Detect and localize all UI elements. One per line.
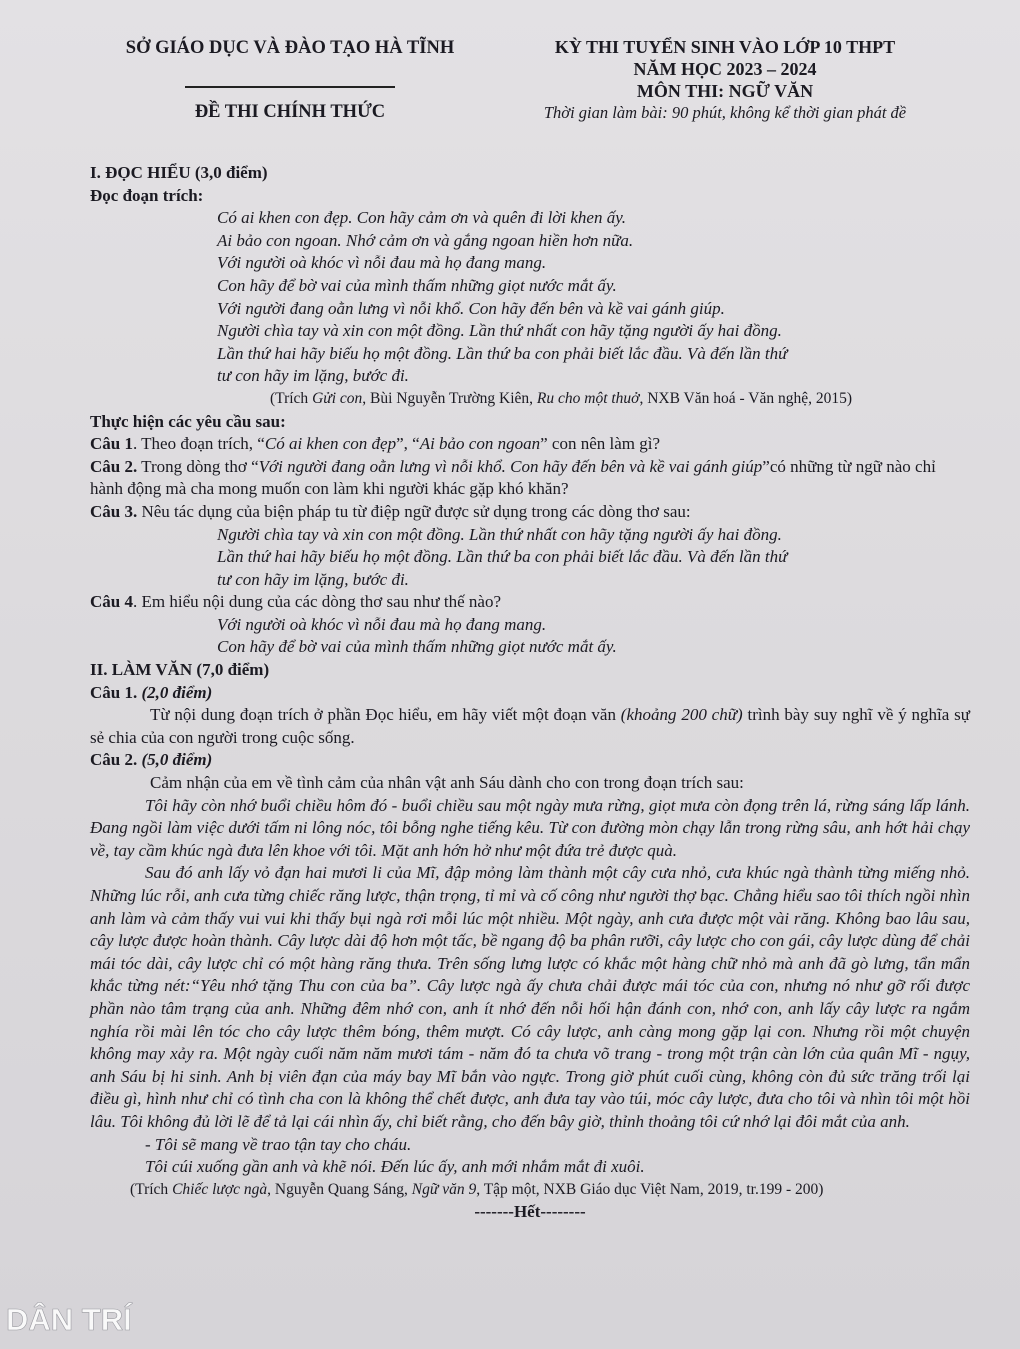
watermark-text: DÂN TRÍ — [6, 1302, 132, 1337]
essay-1-prompt — [90, 704, 970, 749]
excerpt-source — [90, 1179, 970, 1202]
question-text: Nêu tác dụng của biện pháp tu từ điệp ngữ được sử dụng trong các dòng thơ sau: — [137, 501, 691, 521]
source-text: (Trích — [130, 1180, 173, 1198]
question-4 — [90, 591, 970, 614]
quoted-line: tư con hãy im lặng, bước đi. — [217, 569, 409, 589]
question-text: . Theo đoạn trích, “ — [132, 434, 265, 454]
source-title: Gửi con — [312, 389, 363, 407]
excerpt-paragraph: Sau đó anh lấy vỏ đạn hai mươi li của Mĩ, đập mỏng làm thành một cây cưa nhỏ, cưa khúc ngà thành từng miếng nhỏ. Những lúc rỗi, anh cưa từng chiếc răng lược, thận trọng, tỉ mỉ và cố công như người thợ bạc. Chẳng hiểu sao tôi thích ngồi nhìn anh làm và cảm thấy vui vui khi thấy bụi ngà rơi mỗi lúc một nhiều. Một ngày, anh cưa được một vài răng. Không bao lâu sau, cây lược được hoàn thành. Cây lược dài độ hơn một tấc, bề ngang độ ba phân rưỡi, cây lược cho con gái, cây lược dùng để chải mái tóc dài, cây lược chỉ có một hàng răng thưa. Trên sống lưng lược có khắc một hàng chữ nhỏ mà anh đã gò lưng, tẩn mẩn khắc từng nét:“Yêu nhớ tặng Thu con của ba”. Cây lược ngà ấy chưa chải được mái tóc của con, nhưng nó như gỡ rối được phần nào tâm trạng của anh. Những đêm nhớ con, anh ít nhớ đến nỗi hối hận đánh con, nhớ con, anh lấy cây lược ra ngắm nghía rồi mài lên tóc cho cây lược thêm bóng, thêm mượt. Có cây lược, anh càng mong gặp lại con. Nhưng rồi một chuyện không may xảy ra. Một ngày cuối năm năm mươi tám - năm đó ta chưa võ trang - trong một trận càn lớn của quân Mĩ - ngụy, anh Sáu bị hi sinh. Anh bị viên đạn của máy bay Mĩ bắn vào ngực. Trong giờ phút cuối cùng, không còn đủ sức trăng trối lại điều gì, hình như chỉ có tình cha con là không thể chết được, anh đưa tay vào túi, móc cây lược, đưa cho tôi và nhìn tôi một hồi lâu. Tôi không đủ lời lẽ để tả lại cái nhìn ấy, chỉ biết rằng, cho đến bây giờ, thỉnh thoảng tôi cứ nhớ lại đôi mắt của anh. — [90, 863, 970, 1131]
header-divider — [185, 86, 395, 88]
read-label: Đọc đoạn trích: — [90, 185, 204, 205]
exam-body — [90, 162, 970, 1224]
source-title: Chiếc lược ngà — [172, 1180, 268, 1198]
poem-line: Lần thứ hai hãy biếu họ một đồng. Lần thứ ba con phải biết lắc đầu. Và đến lần thứ — [217, 343, 788, 363]
essay-2-heading — [90, 749, 970, 772]
question-text: . Em hiểu nội dung của các dòng thơ sau như thế nào? — [132, 592, 502, 612]
question-label: Câu 1. — [90, 682, 142, 702]
poem-line: Với người đang oằn lưng vì nỗi khổ. Con hãy đến bên và kề vai gánh giúp. — [217, 298, 725, 318]
poem-line: Ai bảo con ngoan. Nhớ cảm ơn và gắng ngoan hiền hơn nữa. — [217, 230, 634, 250]
essay-1-heading — [90, 682, 970, 705]
poem-line: Con hãy để bờ vai của mình thấm những giọt nước mắt ấy. — [217, 275, 617, 295]
question-label: Câu 3. — [90, 501, 138, 521]
school-year: NĂM HỌC 2023 – 2024 — [633, 59, 817, 79]
question-label: Câu 4 — [90, 592, 133, 612]
part2-title: II. LÀM VĂN (7,0 điểm) — [90, 660, 270, 680]
header-left — [100, 38, 480, 123]
question-points: (2,0 điểm) — [141, 682, 213, 702]
question-1 — [90, 433, 970, 456]
poem-line: Có ai khen con đẹp. Con hãy cảm ơn và quên đi lời khen ấy. — [217, 208, 627, 228]
question-label: Câu 2. — [90, 750, 142, 770]
department-name: SỞ GIÁO DỤC VÀ ĐÀO TẠO HÀ TĨNH — [125, 38, 455, 58]
essay-2-prompt: Cảm nhận của em về tình cảm của nhân vật anh Sáu dành cho con trong đoạn trích sau: — [150, 773, 744, 793]
question-text: trình bày suy nghĩ về ý nghĩa sự sẻ chia của con người trong cuộc sống. — [90, 705, 970, 747]
requirements-label: Thực hiện các yêu cầu sau: — [90, 411, 286, 431]
official-exam-label: ĐỀ THI CHÍNH THỨC — [194, 101, 386, 122]
question-3 — [90, 501, 970, 524]
question-quote: Với người đang oằn lưng vì nỗi khổ. Con hãy đến bên và kề vai gánh giúp — [258, 456, 763, 476]
quoted-line: Lần thứ hai hãy biếu họ một đồng. Lần thứ ba con phải biết lắc đầu. Và đến lần thứ — [217, 547, 788, 567]
quoted-line: Con hãy để bờ vai của mình thấm những giọt nước mắt ấy. — [217, 637, 617, 657]
poem-line: Với người oà khóc vì nỗi đau mà họ đang mang. — [217, 253, 547, 273]
source-book: Ngữ văn 9 — [411, 1180, 477, 1198]
source-text: , Tập một, NXB Giáo dục Việt Nam, 2019, tr.199 - 200) — [476, 1180, 824, 1198]
excerpt-paragraph: - Tôi sẽ mang về trao tận tay cho cháu. — [145, 1134, 412, 1154]
time-limit: Thời gian làm bài: 90 phút, không kể thời gian phát đề — [543, 103, 907, 122]
dantri-logo — [2, 1296, 152, 1340]
question-text: Từ nội dung đoạn trích ở phần Đọc hiểu, em hãy viết một đoạn văn — [150, 705, 621, 725]
excerpt-paragraph: Tôi hãy còn nhớ buổi chiều hôm đó - buổi chiều sau một ngày mưa rừng, giọt mưa còn đọng trên lá, rừng sáng lấp lánh. Đang ngồi làm việc dưới tấm ni lông nóc, tôi bỗng nghe tiếng kêu. Từ con đường mòn chạy lẫn trong rừng sâu, anh hớt hải chạy về, tay cầm khúc ngà đưa lên khoe với tôi. Mặt anh hớn hở như một đứa trẻ được quà. — [90, 795, 970, 860]
header-right — [500, 36, 950, 124]
question-text: Trong dòng thơ “ — [137, 456, 259, 476]
question-2 — [90, 456, 970, 501]
question-text: ”có những từ ngữ nào chỉ hành động mà cha mong muốn con làm khi người khác gặp khó khăn? — [90, 456, 936, 499]
source-book: Ru cho một thuở — [536, 389, 640, 407]
poem-line: Người chìa tay và xin con một đồng. Lần thứ nhất con hãy tặng người ấy hai đồng. — [217, 321, 782, 341]
poem-excerpt — [90, 207, 970, 388]
quoted-line: Với người oà khóc vì nỗi đau mà họ đang mang. — [217, 614, 547, 634]
question-points: (5,0 điểm) — [141, 750, 213, 770]
question-quote: Có ai khen con đẹp — [264, 434, 397, 454]
question-text: ”, “ — [396, 434, 420, 454]
question-text: ” con nên làm gì? — [540, 434, 661, 454]
source-text: , NXB Văn hoá - Văn nghệ, 2015) — [639, 389, 852, 407]
question-quote: Ai bảo con ngoan — [419, 434, 541, 454]
source-text: , Nguyễn Quang Sáng, — [267, 1180, 412, 1198]
exam-title: KỲ THI TUYỂN SINH VÀO LỚP 10 THPT — [554, 37, 896, 57]
subject: MÔN THI: NGỮ VĂN — [636, 81, 814, 101]
excerpt-paragraph: Tôi cúi xuống gần anh và khẽ nói. Đến lúc ấy, anh mới nhắm mắt đi xuôi. — [145, 1157, 645, 1177]
source-text: (Trích — [270, 389, 313, 407]
poem-source — [90, 388, 970, 411]
end-marker: -------Hết-------- — [474, 1202, 586, 1222]
part1-title: I. ĐỌC HIỂU (3,0 điểm) — [90, 163, 268, 182]
question-label: Câu 1 — [90, 434, 133, 454]
question-label: Câu 2. — [90, 456, 138, 476]
source-text: , Bùi Nguyễn Trường Kiên, — [362, 389, 537, 407]
word-count: (khoảng 200 chữ) — [620, 705, 743, 725]
quoted-line: Người chìa tay và xin con một đồng. Lần thứ nhất con hãy tặng người ấy hai đồng. — [217, 524, 782, 544]
poem-line: tư con hãy im lặng, bước đi. — [217, 366, 409, 386]
